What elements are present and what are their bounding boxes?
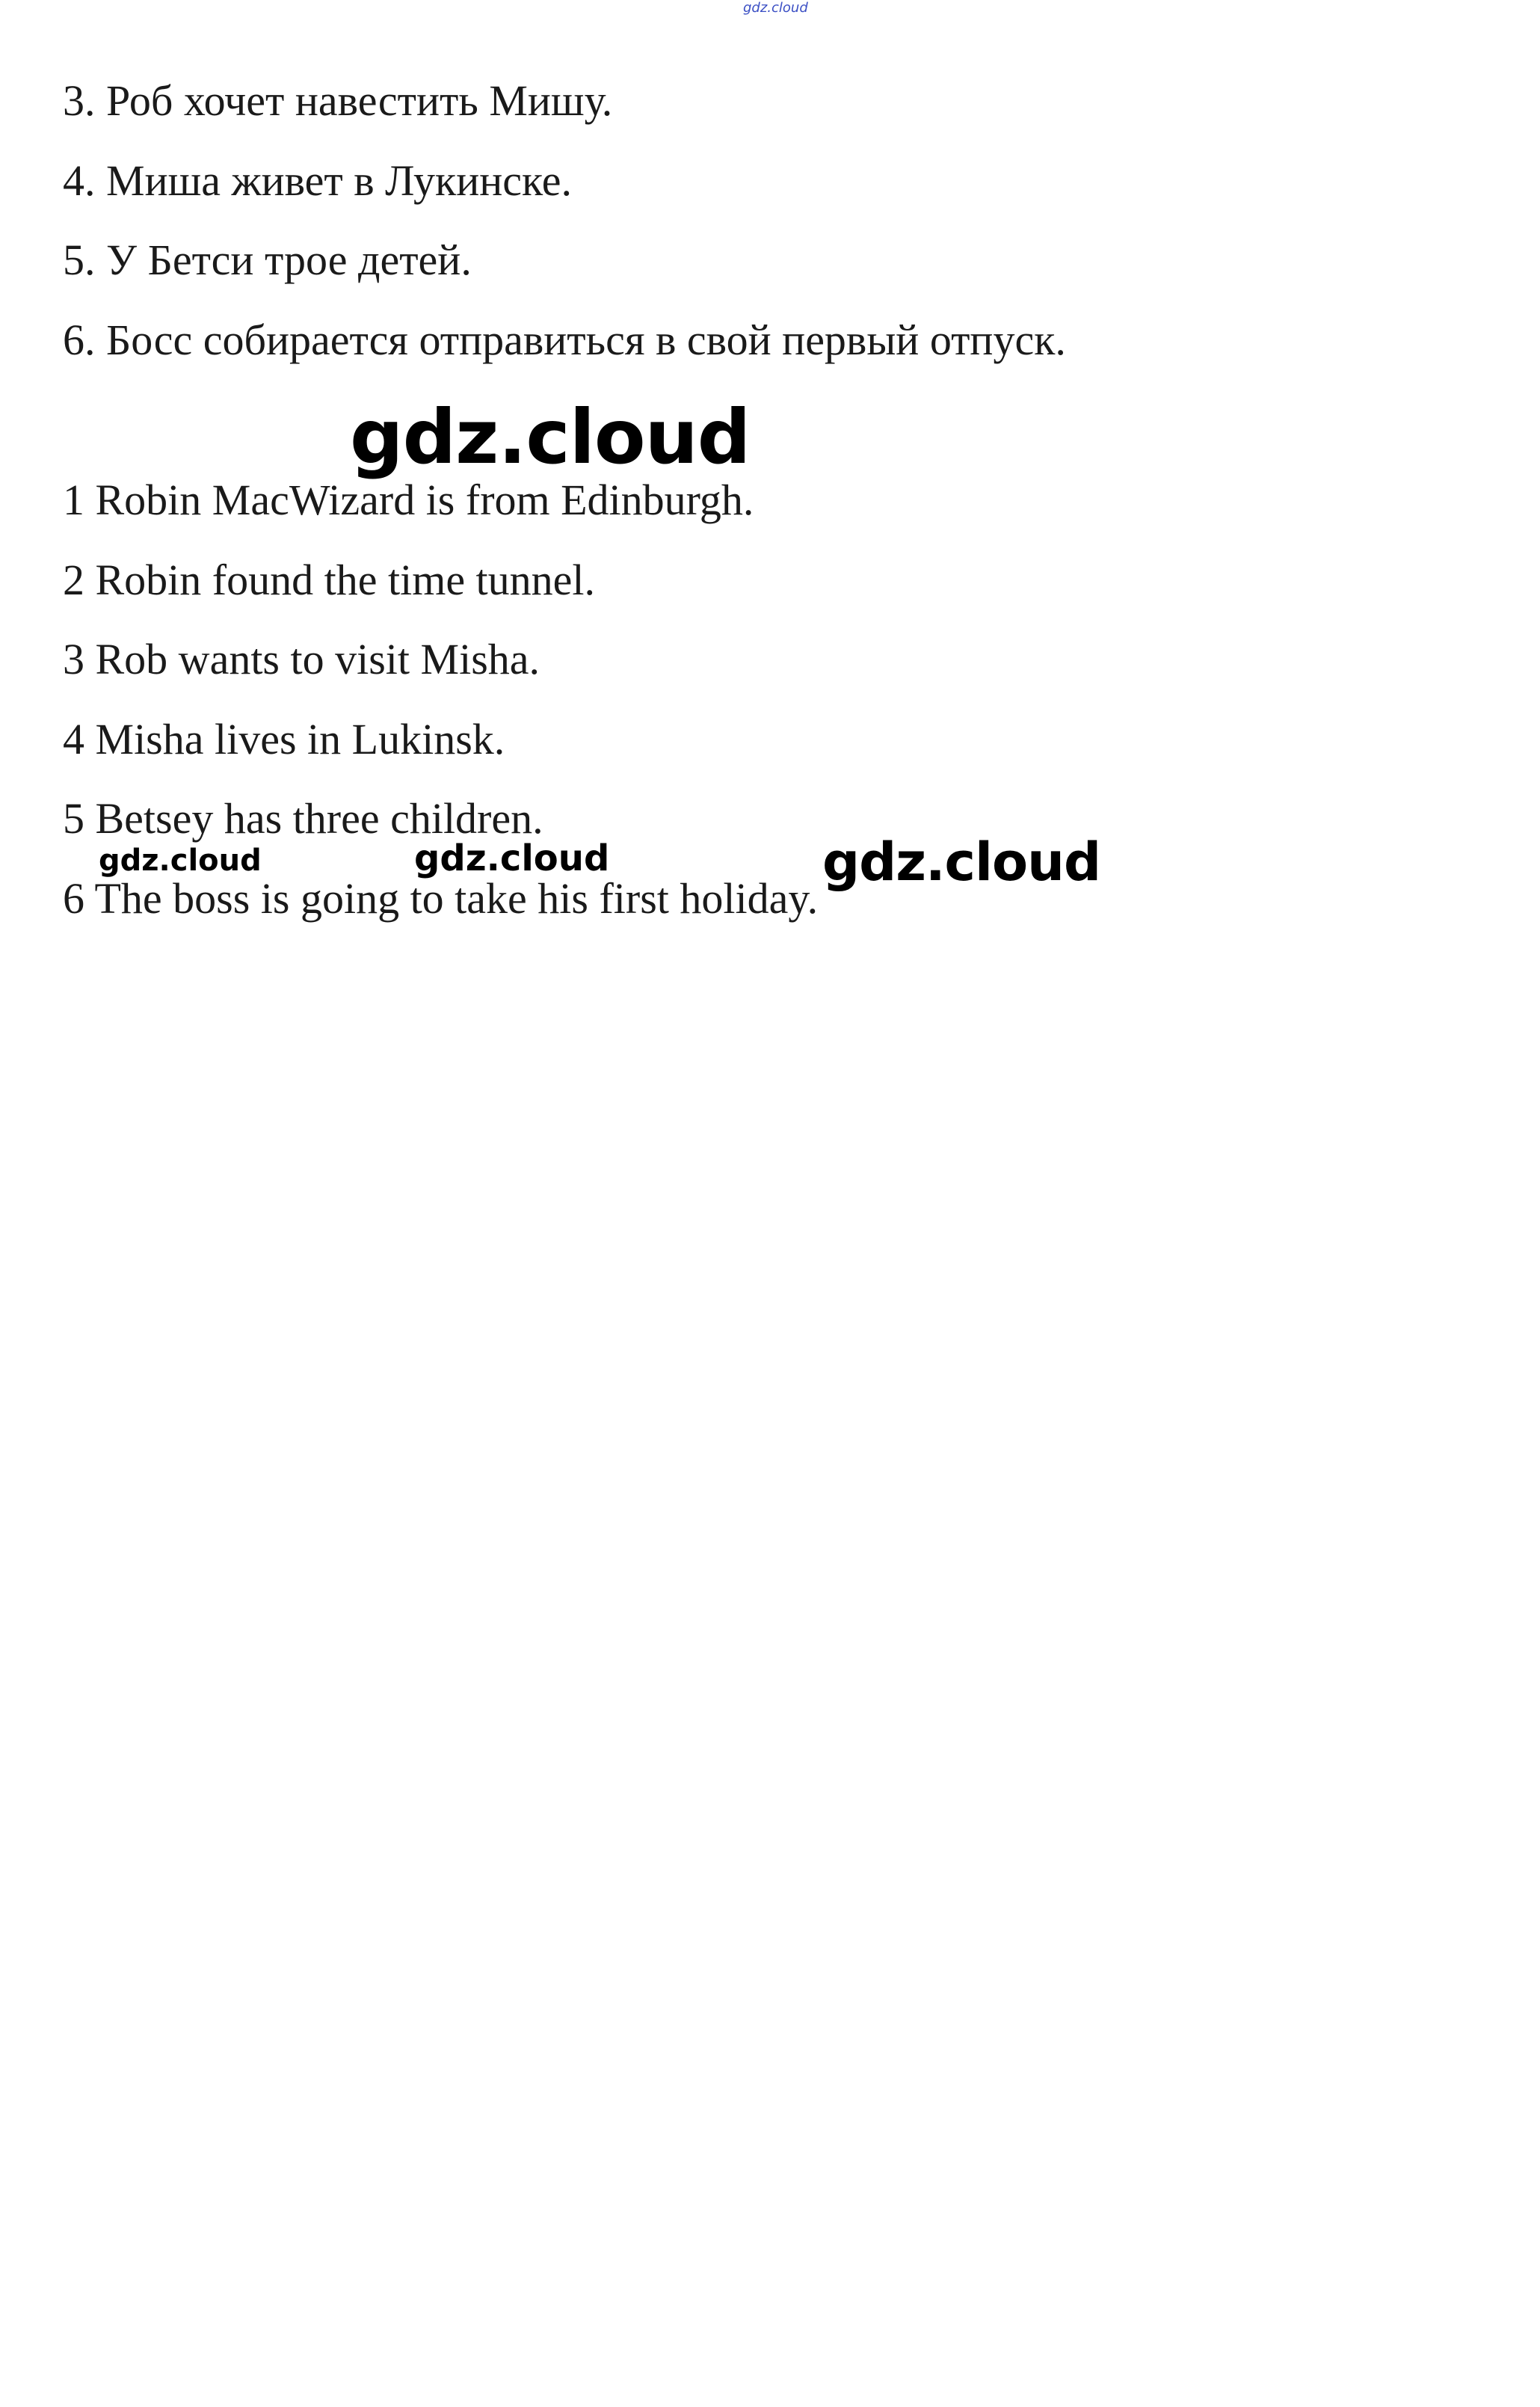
- en-answer-5: 5 Betsey has three children.: [63, 794, 543, 843]
- ru-answer-6: 6. Босс собирается отправиться в свой первый отпуск.: [63, 316, 1066, 364]
- en-answer-4: 4 Misha lives in Lukinsk.: [63, 715, 505, 763]
- watermark-medium: gdz.cloud: [414, 837, 610, 879]
- watermark-top: gdz.cloud: [743, 0, 808, 16]
- en-answer-6: 6 The boss is going to take his first holiday.: [63, 874, 819, 923]
- en-answer-2: 2 Robin found the time tunnel.: [63, 556, 596, 604]
- ru-answer-3: 3. Роб хочет навестить Мишу.: [63, 76, 613, 125]
- watermark-right: gdz.cloud: [822, 831, 1101, 893]
- en-answer-1: 1 Robin MacWizard is from Edinburgh.: [63, 476, 754, 524]
- ru-answer-5: 5. У Бетси трое детей.: [63, 236, 472, 284]
- en-answer-3: 3 Rob wants to visit Misha.: [63, 635, 540, 683]
- watermark-large: gdz.cloud: [350, 393, 751, 481]
- ru-answer-4: 4. Миша живет в Лукинске.: [63, 156, 573, 205]
- watermark-small: gdz.cloud: [99, 843, 262, 878]
